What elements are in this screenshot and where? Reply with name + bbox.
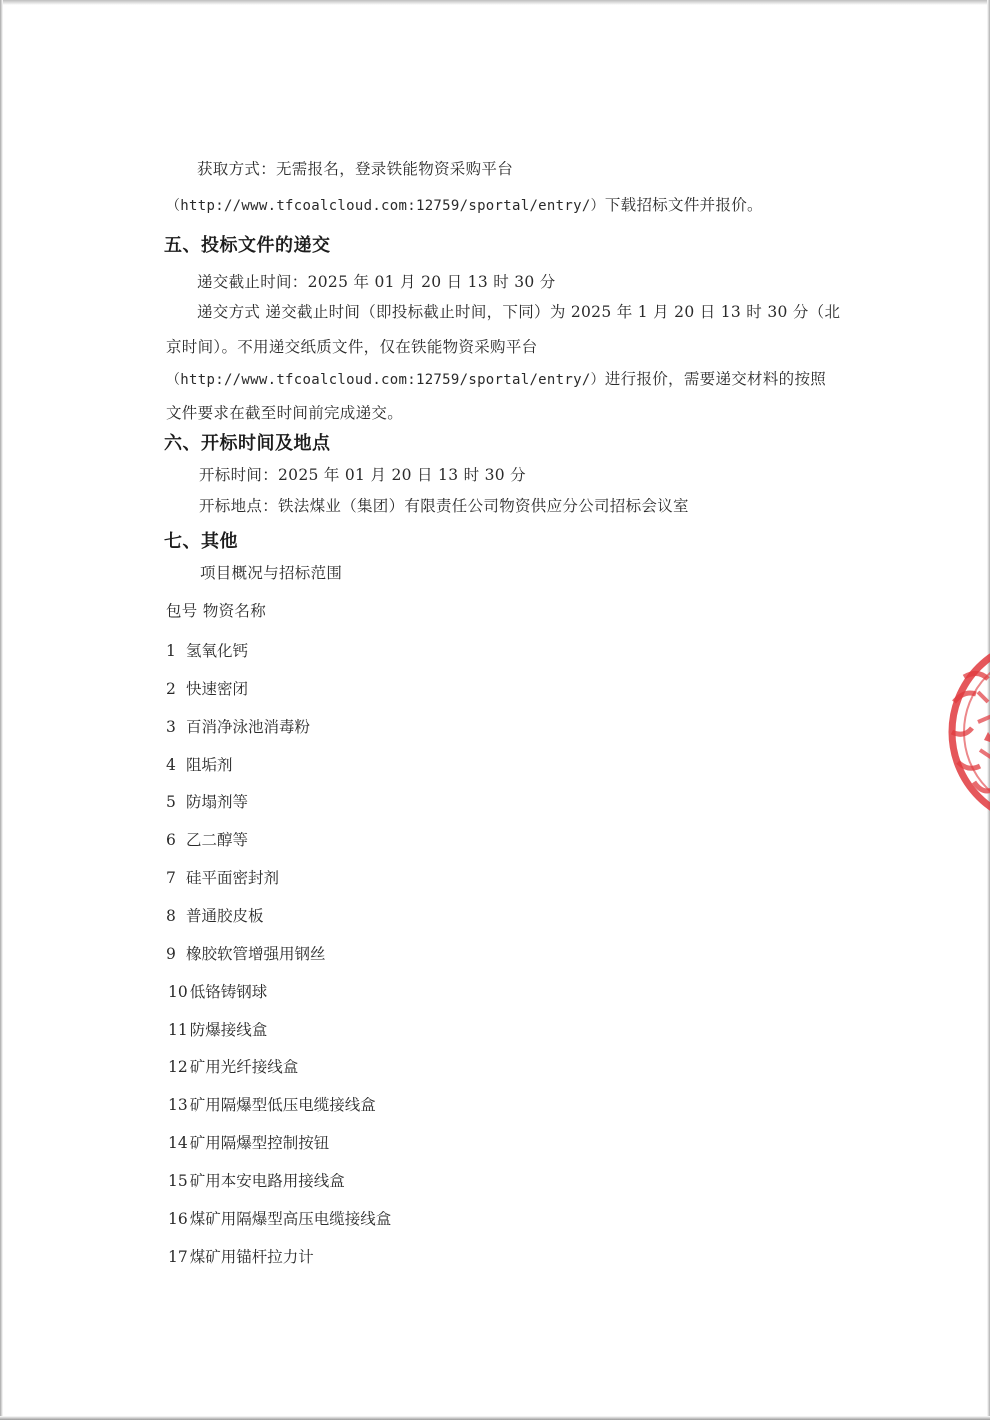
material-name: 矿用光纤接线盒 [189, 1058, 299, 1076]
material-row [168, 1132, 329, 1154]
package-number: 4 [166, 756, 176, 774]
material-row [166, 943, 326, 965]
material-row [166, 791, 248, 813]
material-name: 氢氧化钙 [186, 642, 249, 660]
material-name: 煤矿用锚杆拉力计 [189, 1248, 314, 1266]
material-row [166, 716, 310, 738]
material-name: 防塌剂等 [186, 793, 249, 811]
project-scope-subtitle: 项目概况与招标范围 [200, 564, 343, 582]
package-number: 7 [166, 869, 176, 887]
submission-deadline: 递交截止时间：2025 年 01 月 20 日 13 时 30 分 [197, 273, 556, 291]
package-number: 12 [168, 1058, 188, 1076]
material-name: 低铬铸钢球 [189, 983, 268, 1001]
package-number: 1 [166, 642, 176, 660]
table-header: 包号 物资名称 [166, 602, 267, 620]
material-row [166, 754, 233, 776]
material-row [168, 1170, 345, 1192]
package-number: 17 [168, 1248, 188, 1266]
submission-method-line-3 [166, 368, 826, 391]
section5-heading: 五、投标文件的递交 [164, 235, 331, 256]
acquire-line-2 [166, 194, 763, 217]
package-number: 9 [166, 945, 176, 963]
material-row [166, 867, 279, 889]
material-row [168, 1019, 267, 1041]
opening-place: 开标地点：铁法煤业（集团）有限责任公司物资供应分公司招标会议室 [199, 497, 689, 515]
acquire-line-1: 获取方式：无需报名，登录铁能物资采购平台 [197, 160, 514, 178]
material-row [166, 829, 248, 851]
material-name: 矿用隔爆型低压电缆接线盒 [189, 1096, 376, 1114]
material-name: 矿用本安电路用接线盒 [189, 1172, 345, 1190]
package-number: 3 [166, 718, 176, 736]
material-row [168, 1094, 376, 1116]
package-number: 2 [166, 680, 176, 698]
submission-method-line-4: 文件要求在截至时间前完成递交。 [166, 404, 404, 422]
material-row [168, 1246, 314, 1268]
section7-heading: 七、其他 [164, 531, 238, 552]
material-name: 快速密闭 [186, 680, 249, 698]
material-name: 硅平面密封剂 [186, 869, 280, 887]
material-row [168, 1208, 391, 1230]
submission-url: （http://www.tfcoalcloud.com:12759/sportal/entry/） [166, 372, 605, 388]
material-name: 阻垢剂 [186, 756, 233, 774]
section6-heading: 六、开标时间及地点 [164, 433, 331, 454]
submission-method-line-3-tail: 进行报价，需要递交材料的按照 [604, 370, 827, 388]
material-name: 矿用隔爆型控制按钮 [189, 1134, 330, 1152]
scan-edge-bottom [0, 1416, 990, 1420]
package-number: 16 [168, 1210, 188, 1228]
material-name: 防爆接线盒 [189, 1021, 268, 1039]
material-row [168, 981, 267, 1003]
scan-edge-top [0, 0, 990, 5]
package-number: 15 [168, 1172, 188, 1190]
package-number: 8 [166, 907, 176, 925]
acquire-line-2-tail: 下载招标文件并报价。 [604, 196, 763, 214]
material-name: 乙二醇等 [186, 831, 249, 849]
submission-method-line-1: 递交方式 递交截止时间（即投标截止时间，下同）为 2025 年 1 月 20 日 13 时 30 分（北 [197, 303, 841, 321]
package-number: 11 [168, 1021, 188, 1039]
material-name: 普通胶皮板 [186, 907, 264, 925]
material-row [168, 1056, 298, 1078]
official-seal-icon [944, 632, 990, 832]
package-number: 6 [166, 831, 176, 849]
material-name: 煤矿用隔爆型高压电缆接线盒 [189, 1210, 392, 1228]
material-name: 橡胶软管增强用钢丝 [186, 945, 326, 963]
scan-edge-left [0, 0, 3, 1420]
material-row [166, 678, 248, 700]
package-number: 10 [168, 983, 188, 1001]
acquire-url: （http://www.tfcoalcloud.com:12759/sportal/entry/） [166, 198, 605, 214]
package-number: 14 [168, 1134, 188, 1152]
material-row [166, 640, 248, 662]
submission-method-line-2: 京时间）。不用递交纸质文件，仅在铁能物资采购平台 [166, 338, 538, 356]
package-number: 13 [168, 1096, 188, 1114]
opening-time: 开标时间：2025 年 01 月 20 日 13 时 30 分 [199, 466, 526, 484]
package-number: 5 [166, 793, 176, 811]
material-name: 百消净泳池消毒粉 [186, 718, 311, 736]
material-row [166, 905, 264, 927]
